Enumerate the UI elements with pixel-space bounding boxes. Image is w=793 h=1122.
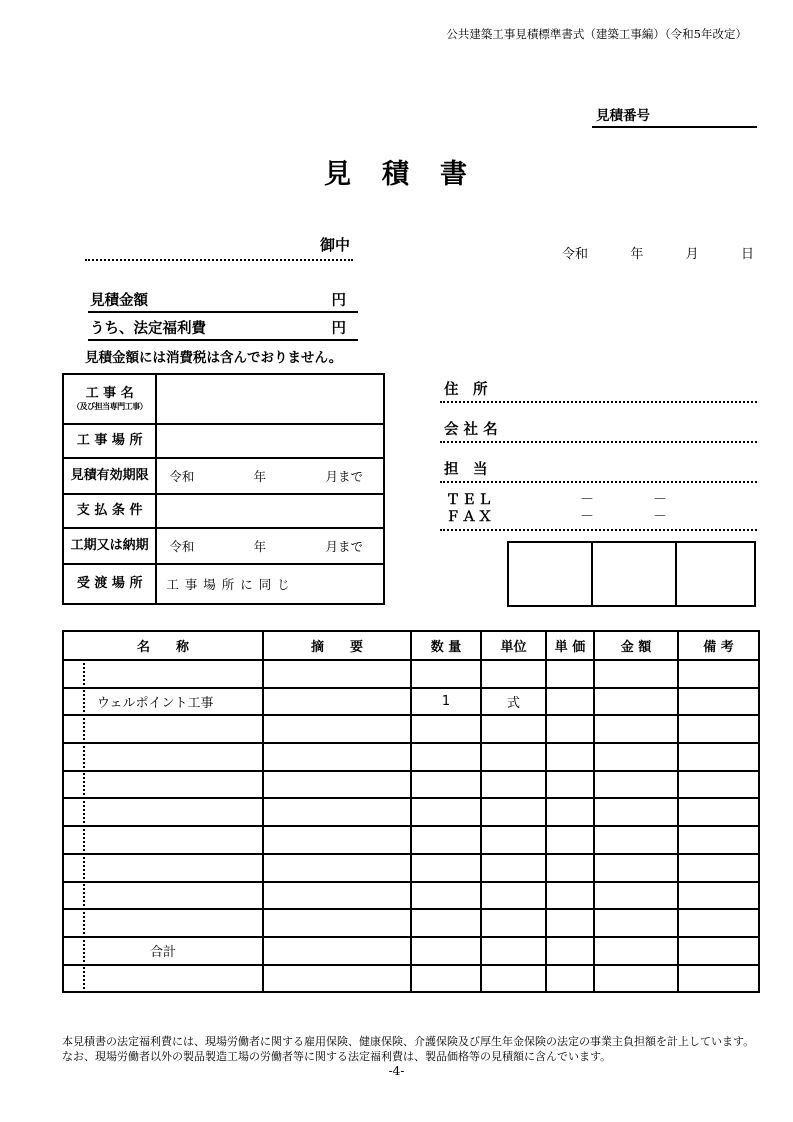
- item-name-cell: 合計: [63, 937, 263, 965]
- welfare-cost-note: 本見積書の法定福利費には、現場労働者に関する雇用保険、健康保険、介護保険及び厚生年金保険の法定の事業主負担額を計上しています。なお、現場労働者以外の製品製造工場の労働者等に関する法定福利費は、製品価格等の見積額に含んでいます。: [62, 1035, 755, 1063]
- item-cell: [594, 909, 678, 937]
- site-value: [156, 424, 384, 458]
- addressee-suffix: 御中: [319, 236, 350, 254]
- item-cell: [678, 715, 759, 743]
- items-table: [62, 630, 760, 993]
- item-cell: [481, 660, 546, 688]
- tel-dash-1: －: [580, 492, 596, 508]
- table-row: [63, 965, 759, 993]
- table-row: [63, 528, 384, 564]
- item-cell: [594, 882, 678, 910]
- deadline-era: 令和: [169, 539, 195, 554]
- site-label: 工 事 場 所: [63, 424, 156, 458]
- col-header-amount: 金 額: [594, 631, 678, 660]
- item-cell: [411, 909, 481, 937]
- item-cell: 1: [411, 688, 481, 716]
- date-day: 日: [740, 247, 754, 262]
- item-cell: [678, 688, 759, 716]
- table-row: [63, 771, 759, 799]
- table-row: [63, 743, 759, 771]
- date-year: 年: [630, 247, 644, 262]
- company-line: [440, 418, 757, 443]
- person-label: 担 当: [444, 462, 488, 478]
- item-cell: [411, 882, 481, 910]
- item-cell: [481, 743, 546, 771]
- project-name-value: [156, 374, 384, 424]
- item-cell: [546, 798, 594, 826]
- stamp-box: [591, 541, 677, 607]
- item-cell: [546, 660, 594, 688]
- item-cell: [481, 909, 546, 937]
- item-cell: 式: [481, 688, 546, 716]
- table-row: [63, 424, 384, 458]
- estimate-amount-label: 見積金額: [90, 293, 148, 309]
- table-row: [63, 660, 759, 688]
- item-cell: [678, 771, 759, 799]
- payment-terms-label: 支 払 条 件: [63, 494, 156, 528]
- tax-note: 見積金額には消費税は含んでおりません。: [85, 350, 343, 366]
- item-cell: [546, 909, 594, 937]
- stamp-box: [507, 541, 593, 607]
- addressee-line: [85, 234, 353, 261]
- item-name-cell: [63, 771, 263, 799]
- address-label: 住 所: [444, 382, 488, 398]
- item-cell: [263, 688, 411, 716]
- item-cell: [546, 882, 594, 910]
- item-cell: [411, 854, 481, 882]
- item-cell: [678, 937, 759, 965]
- table-row: [63, 715, 759, 743]
- item-cell: [411, 771, 481, 799]
- item-name-cell: [63, 826, 263, 854]
- fax-dash-1: －: [580, 509, 596, 525]
- item-cell: [594, 715, 678, 743]
- delivery-place-value: 工 事 場 所 に 同 じ: [156, 564, 384, 604]
- date-month: 月: [685, 247, 699, 262]
- item-cell: [678, 798, 759, 826]
- item-name-cell: [63, 965, 263, 993]
- item-name-cell: [63, 909, 263, 937]
- item-cell: [678, 909, 759, 937]
- tel-fax-block: [440, 489, 757, 531]
- table-row: [63, 937, 759, 965]
- page-title: 見 積 書: [324, 159, 469, 190]
- item-cell: [481, 798, 546, 826]
- col-header-remarks: 備 考: [678, 631, 759, 660]
- item-cell: [263, 909, 411, 937]
- item-name-cell: [63, 660, 263, 688]
- item-cell: [546, 771, 594, 799]
- item-cell: [263, 715, 411, 743]
- table-row: [63, 798, 759, 826]
- validity-label: 見積有効期限: [63, 458, 156, 494]
- item-cell: [546, 965, 594, 993]
- item-cell: [594, 660, 678, 688]
- deadline-value: [156, 528, 384, 564]
- item-cell: [411, 965, 481, 993]
- page-number: -4-: [388, 1064, 405, 1078]
- col-header-unit-price: 単 価: [546, 631, 594, 660]
- date-era: 令和: [562, 247, 589, 262]
- item-cell: [481, 826, 546, 854]
- table-row: [63, 826, 759, 854]
- project-info-table: [62, 373, 385, 605]
- item-name-cell: [63, 798, 263, 826]
- stamp-box-group: [507, 541, 758, 607]
- delivery-place-label: 受 渡 場 所: [63, 564, 156, 604]
- item-cell: [263, 798, 411, 826]
- item-cell: [594, 688, 678, 716]
- company-label: 会 社 名: [444, 422, 498, 438]
- item-cell: [546, 854, 594, 882]
- item-cell: [678, 660, 759, 688]
- item-name-cell: [63, 743, 263, 771]
- deadline-year: 年: [253, 539, 267, 554]
- stamp-box: [675, 541, 756, 607]
- item-cell: [263, 826, 411, 854]
- items-table-body: [63, 660, 759, 992]
- item-name-cell: [63, 715, 263, 743]
- item-cell: [263, 743, 411, 771]
- date-line: [562, 243, 754, 262]
- item-cell: [263, 660, 411, 688]
- tel-label: ＴＥＬ: [446, 492, 494, 508]
- validity-year: 年: [253, 469, 267, 484]
- item-cell: [678, 882, 759, 910]
- item-cell: [678, 854, 759, 882]
- col-header-name: 名 称: [63, 631, 263, 660]
- welfare-amount-unit: 円: [331, 321, 346, 337]
- item-cell: [263, 937, 411, 965]
- item-cell: [594, 937, 678, 965]
- validity-month: 月まで: [325, 469, 363, 484]
- item-cell: [481, 937, 546, 965]
- tel-line: [440, 489, 757, 506]
- item-cell: [594, 854, 678, 882]
- item-cell: [594, 798, 678, 826]
- item-cell: [263, 965, 411, 993]
- welfare-amount-label: うち、法定福利費: [90, 321, 206, 337]
- item-cell: [481, 854, 546, 882]
- fax-dash-2: －: [653, 509, 669, 525]
- item-cell: [594, 826, 678, 854]
- payment-terms-value: [156, 494, 384, 528]
- person-line: [440, 458, 757, 483]
- tel-dash-2: －: [653, 492, 669, 508]
- table-row: [63, 854, 759, 882]
- item-cell: [411, 660, 481, 688]
- item-cell: [546, 937, 594, 965]
- item-cell: [411, 798, 481, 826]
- item-cell: [263, 882, 411, 910]
- item-cell: [546, 715, 594, 743]
- col-header-unit: 単位: [481, 631, 546, 660]
- item-cell: [546, 826, 594, 854]
- welfare-amount-row: [88, 315, 358, 341]
- items-header-row: [63, 631, 759, 660]
- deadline-label: 工期又は納期: [63, 528, 156, 564]
- item-cell: [678, 965, 759, 993]
- validity-era: 令和: [169, 469, 195, 484]
- estimate-amount-unit: 円: [331, 293, 346, 309]
- table-row: [63, 494, 384, 528]
- fax-line: [440, 506, 757, 523]
- item-cell: [411, 826, 481, 854]
- item-cell: [411, 715, 481, 743]
- validity-value: [156, 458, 384, 494]
- standard-format-note: 公共建築工事見積標準書式（建築工事編）（令和5年改定）: [446, 27, 747, 41]
- table-row: [63, 909, 759, 937]
- estimate-number-field: [592, 104, 757, 128]
- item-cell: [594, 743, 678, 771]
- estimate-number-label: 見積番号: [596, 108, 650, 124]
- item-cell: [678, 743, 759, 771]
- item-cell: [263, 771, 411, 799]
- col-header-summary: 摘 要: [263, 631, 411, 660]
- project-name-sublabel: （及び担当専門工事）: [72, 401, 148, 411]
- item-cell: [481, 715, 546, 743]
- item-cell: [411, 743, 481, 771]
- item-cell: [481, 882, 546, 910]
- fax-label: ＦＡＸ: [446, 509, 494, 525]
- item-cell: [411, 937, 481, 965]
- table-row: [63, 458, 384, 494]
- table-row: [63, 374, 384, 424]
- table-row: [63, 688, 759, 716]
- item-cell: [263, 854, 411, 882]
- item-name-cell: [63, 854, 263, 882]
- table-row: [63, 882, 759, 910]
- item-cell: [481, 771, 546, 799]
- project-name-label: 工 事 名 （及び担当専門工事）: [63, 374, 156, 424]
- col-header-quantity: 数 量: [411, 631, 481, 660]
- item-name-cell: [63, 882, 263, 910]
- address-line: [440, 378, 757, 403]
- table-row: [63, 564, 384, 604]
- item-cell: [678, 826, 759, 854]
- item-cell: [594, 771, 678, 799]
- item-cell: [546, 688, 594, 716]
- item-name-cell: ウェルポイント工事: [63, 688, 263, 716]
- item-cell: [546, 743, 594, 771]
- item-cell: [594, 965, 678, 993]
- item-cell: [481, 965, 546, 993]
- estimate-amount-row: [88, 287, 358, 313]
- deadline-month: 月まで: [325, 539, 363, 554]
